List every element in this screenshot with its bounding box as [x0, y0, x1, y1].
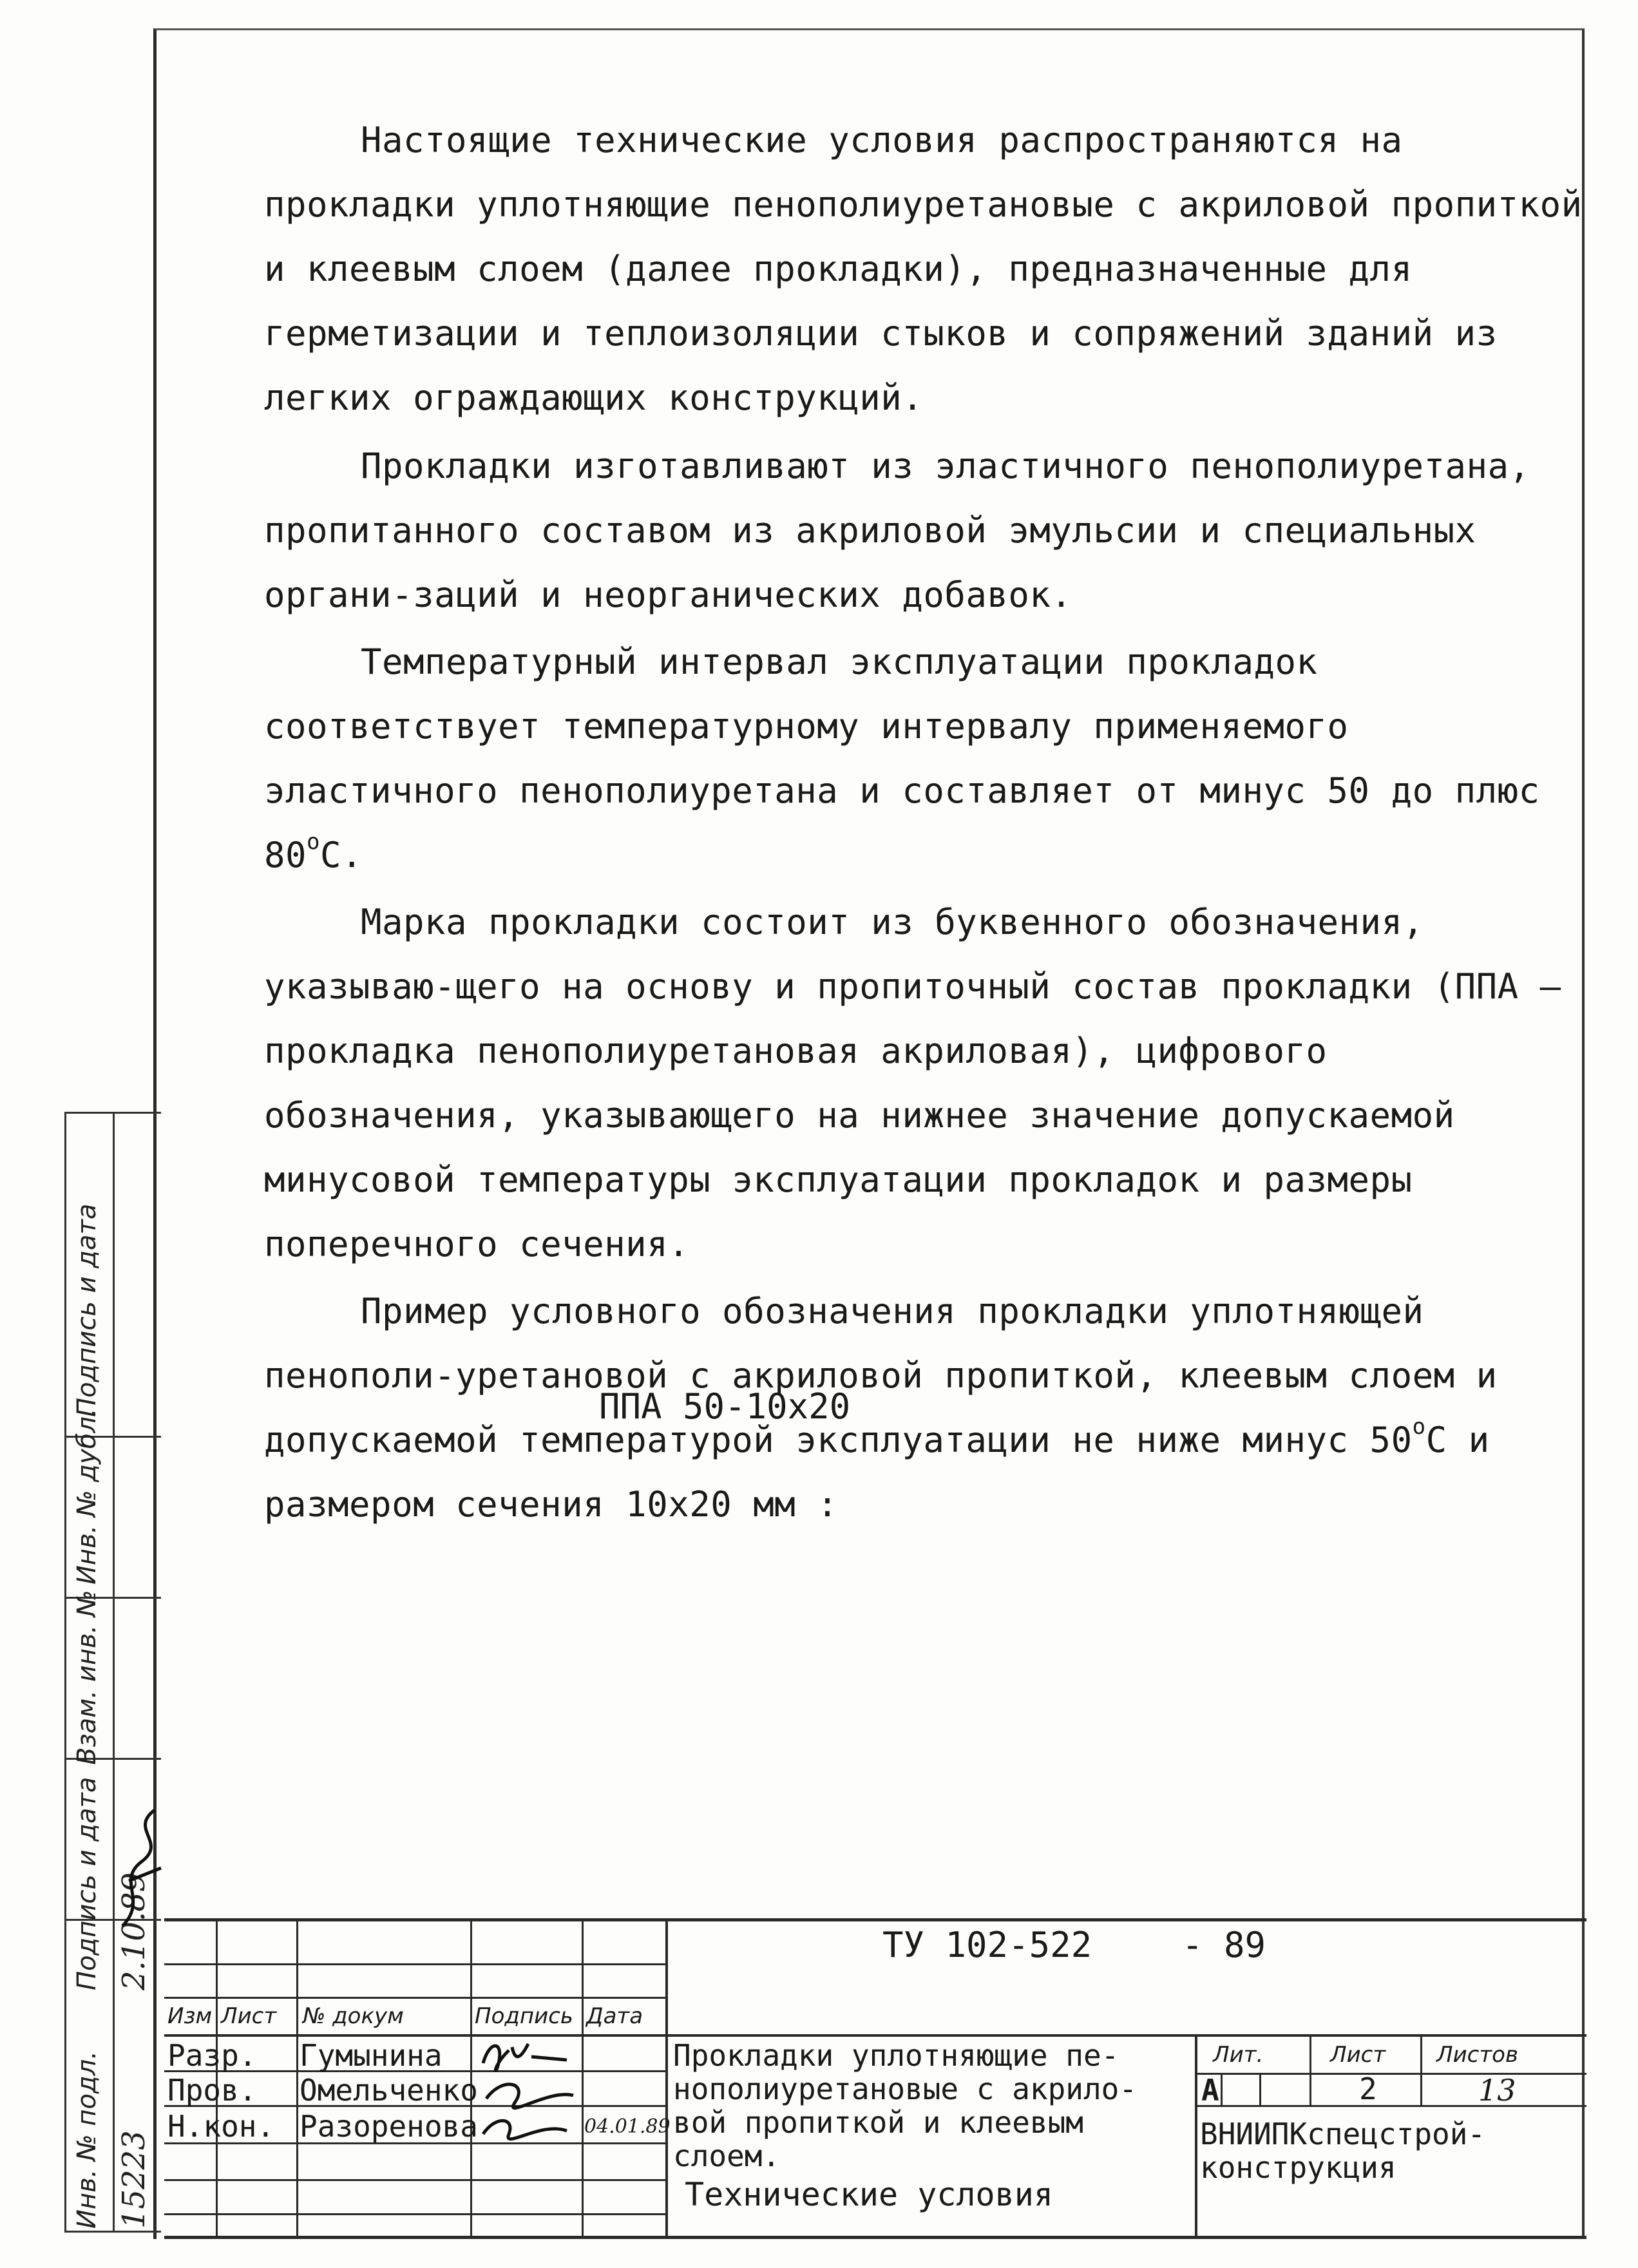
- header-date: Дата: [586, 2003, 643, 2029]
- title-block: [164, 1918, 1586, 2239]
- letter-value: А: [1201, 2073, 1219, 2108]
- temperature-unit: С.: [320, 835, 363, 875]
- margin-inv-value: 15223: [116, 2130, 152, 2229]
- document-body: [264, 108, 1585, 1539]
- product-name-line5: Технические условия: [685, 2176, 1053, 2213]
- document-code: ТУ 102-522: [882, 1925, 1092, 1965]
- letter-label: Лит.: [1213, 2042, 1264, 2068]
- product-name-line1: Прокладки уплотняющие пе-: [673, 2038, 1119, 2073]
- signature-image: [477, 2037, 580, 2147]
- product-name-line3: вой пропиткой и клеевым: [673, 2105, 1083, 2140]
- degree-sign: о: [307, 829, 321, 855]
- role-developer: Разр.: [167, 2038, 257, 2073]
- sheets-label: Листов: [1436, 2042, 1519, 2068]
- degree-sign: о: [1412, 1414, 1426, 1440]
- margin-signature-image: [110, 1804, 167, 1932]
- paragraph-marking: Марка прокладки состоит из буквенного обозначения, указываю-щего на основу и пропиточный состав прокладки (ППА – прокладка пенополиуретановая акриловая), цифрового обозначения, указывающего на нижнее значение допускаемой минусовой температуры эксплуатации прокладок и размеры поперечного сечения.: [264, 902, 1561, 1264]
- date-norm-control: 04.01.89: [584, 2115, 671, 2138]
- organization-line1: ВНИИПКспецстрой-: [1200, 2117, 1486, 2151]
- margin-date-value: 2.10.89: [116, 1872, 152, 1990]
- paragraph-material: Прокладки изготавливают из эластичного пенополиуретана, пропитанного составом из акриловой эмульсии и специальных органи-заций и неорганических добавок.: [264, 446, 1530, 615]
- margin-label-dup-inv: Инв. № дубл.: [72, 1408, 102, 1585]
- sheet-label: Лист: [1330, 2042, 1386, 2068]
- name-norm-control: Разоренова: [300, 2109, 478, 2144]
- sheets-count: 13: [1478, 2073, 1516, 2108]
- name-developer: Гумынина: [300, 2038, 443, 2073]
- margin-label-replace-inv: Взам. инв. №: [72, 1590, 102, 1765]
- header-sheet: Лист: [221, 2003, 277, 2029]
- sheet-number: 2: [1359, 2072, 1377, 2106]
- header-signature: Подпись: [475, 2003, 573, 2029]
- paragraph-example: [264, 1279, 1585, 1537]
- header-change: Изм: [167, 2003, 213, 2029]
- margin-label-sign-date-top: Подпись и дата: [72, 1203, 102, 1417]
- margin-label-sign-date: Подпись и дата: [72, 1777, 102, 1990]
- product-name-line4: слоем.: [673, 2139, 781, 2173]
- role-norm-control: Н.кон.: [167, 2109, 275, 2144]
- example-designation: ППА 50-10х20: [599, 1386, 851, 1427]
- name-checker: Омельченко: [300, 2073, 478, 2108]
- paragraph-scope: Настоящие технические условия распространяются на прокладки уплотняющие пенополиуретановые с акриловой пропиткой и клеевым слоем (далее прокладки), предназначенные для герметизации и теплоизоляции стыков и сопряжений зданий из легких ограждающих конструкций.: [264, 120, 1583, 418]
- product-name-line2: нополиуретановые с акрило-: [673, 2072, 1138, 2106]
- role-checker: Пров.: [167, 2073, 257, 2108]
- paragraph-temperature: [264, 630, 1585, 888]
- example-text-end: С и размером сечения 10х20 мм :: [264, 1420, 1490, 1525]
- organization-line2: конструкция: [1200, 2150, 1396, 2185]
- header-doc-number: № докум: [303, 2003, 404, 2029]
- temperature-text: Температурный интервал эксплуатации прокладок соответствует температурному интервалу применяемого эластичного пенополиуретана и составляет от минус 50 до плюс 80: [264, 642, 1540, 875]
- margin-label-orig-inv: Инв. № подл.: [72, 2051, 102, 2229]
- example-text: Пример условного обозначения прокладки уплотняющей пенополи-уретановой с акриловой пропиткой, клеевым слоем и допускаемой температурой эксплуатации не ниже минус 50: [264, 1291, 1498, 1460]
- document-year: - 89: [1182, 1925, 1266, 1965]
